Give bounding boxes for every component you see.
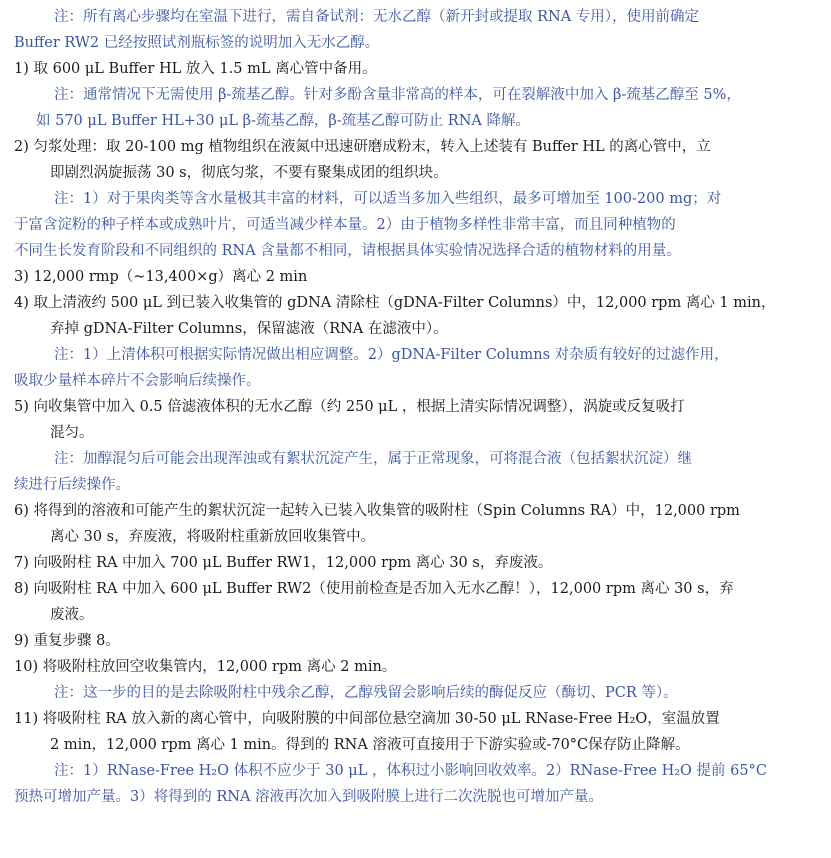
step-line: 6) 将得到的溶液和可能产生的絮状沉淀一起转入已装入收集管的吸附柱（Spin Columns RA）中，12,000 rpm [14, 503, 740, 519]
step-line: 即剧烈涡旋振荡 30 s，彻底匀浆，不要有聚集成团的组织块。 [50, 165, 448, 181]
note-line: 续进行后续操作。 [14, 477, 130, 493]
step-line: 5) 向收集管中加入 0.5 倍滤液体积的无水乙醇（约 250 μL ，根据上清实际情况调整），涡旋或反复吸打 [14, 399, 685, 415]
step-line: 7) 向吸附柱 RA 中加入 700 μL Buffer RW1，12,000 rpm 离心 30 s，弃废液。 [14, 555, 553, 571]
note-line: 于富含淀粉的种子样本或成熟叶片，可适当减少样本量。2）由于植物多样性非常丰富，而且同种植物的 [14, 217, 676, 233]
note-line: 不同生长发育阶段和不同组织的 RNA 含量都不相同，请根据具体实验情况选择合适的植物材料的用量。 [14, 243, 681, 259]
step-line: 11) 将吸附柱 RA 放入新的离心管中，向吸附膜的中间部位悬空滴加 30-50 μL RNase-Free H₂O，室温放置 [14, 711, 720, 727]
note-line: 注：通常情况下无需使用 β-巯基乙醇。针对多酚含量非常高的样本，可在裂解液中加入 β-巯基乙醇至 5%， [54, 87, 741, 103]
step-line: 3) 12,000 rmp（~13,400×g）离心 2 min [14, 269, 308, 285]
step-line: 废液。 [50, 607, 94, 623]
note-line: 如 570 μL Buffer HL+30 μL β-巯基乙醇，β-巯基乙醇可防止 RNA 降解。 [36, 113, 530, 129]
note-line: 吸取少量样本碎片不会影响后续操作。 [14, 373, 261, 389]
note-line: 预热可增加产量。3）将得到的 RNA 溶液再次加入到吸附膜上进行二次洗脱也可增加产量。 [14, 789, 604, 805]
note-line: 注：1）对于果肉类等含水量极其丰富的材料，可以适当多加入些组织，最多可增加至 100-200 mg；对 [54, 191, 722, 207]
step-line: 8) 向吸附柱 RA 中加入 600 μL Buffer RW2（使用前检查是否加入无水乙醇！），12,000 rpm 离心 30 s，弃 [14, 581, 734, 597]
note-line: 注：加醇混匀后可能会出现浑浊或有絮状沉淀产生，属于正常现象，可将混合液（包括絮状沉淀）继 [54, 451, 692, 467]
step-line: 2 min，12,000 rpm 离心 1 min。得到的 RNA 溶液可直接用于下游实验或-70°C保存防止降解。 [50, 737, 690, 753]
step-line: 10) 将吸附柱放回空收集管内，12,000 rpm 离心 2 min。 [14, 659, 397, 675]
step-line: 弃掉 gDNA-Filter Columns，保留滤液（RNA 在滤液中）。 [50, 321, 448, 337]
step-line: 9) 重复步骤 8。 [14, 633, 120, 649]
step-line: 离心 30 s，弃废液，将吸附柱重新放回收集管中。 [50, 529, 376, 545]
note-line: Buffer RW2 已经按照试剂瓶标签的说明加入无水乙醇。 [14, 35, 380, 51]
step-line: 2) 匀浆处理：取 20-100 mg 植物组织在液氮中迅速研磨成粉末，转入上述装有 Buffer HL 的离心管中，立 [14, 139, 711, 155]
step-line: 4) 取上清液约 500 μL 到已装入收集管的 gDNA 清除柱（gDNA-Filter Columns）中，12,000 rpm 离心 1 min， [14, 295, 776, 311]
note-line: 注：所有离心步骤均在室温下进行，需自备试剂：无水乙醇（新开封或提取 RNA 专用），使用前确定 [54, 9, 700, 25]
note-line: 注：1）上清体积可根据实际情况做出相应调整。2）gDNA-Filter Columns 对杂质有较好的过滤作用， [54, 347, 729, 363]
step-line: 混匀。 [50, 425, 94, 441]
note-line: 注：1）RNase-Free H₂O 体积不应少于 30 μL ，体积过小影响回收效率。2）RNase-Free H₂O 提前 65°C [54, 763, 767, 779]
step-line: 1) 取 600 μL Buffer HL 放入 1.5 mL 离心管中备用。 [14, 61, 377, 77]
note-line: 注：这一步的目的是去除吸附柱中残余乙醇，乙醇残留会影响后续的酶促反应（酶切、PCR 等）。 [54, 685, 678, 701]
